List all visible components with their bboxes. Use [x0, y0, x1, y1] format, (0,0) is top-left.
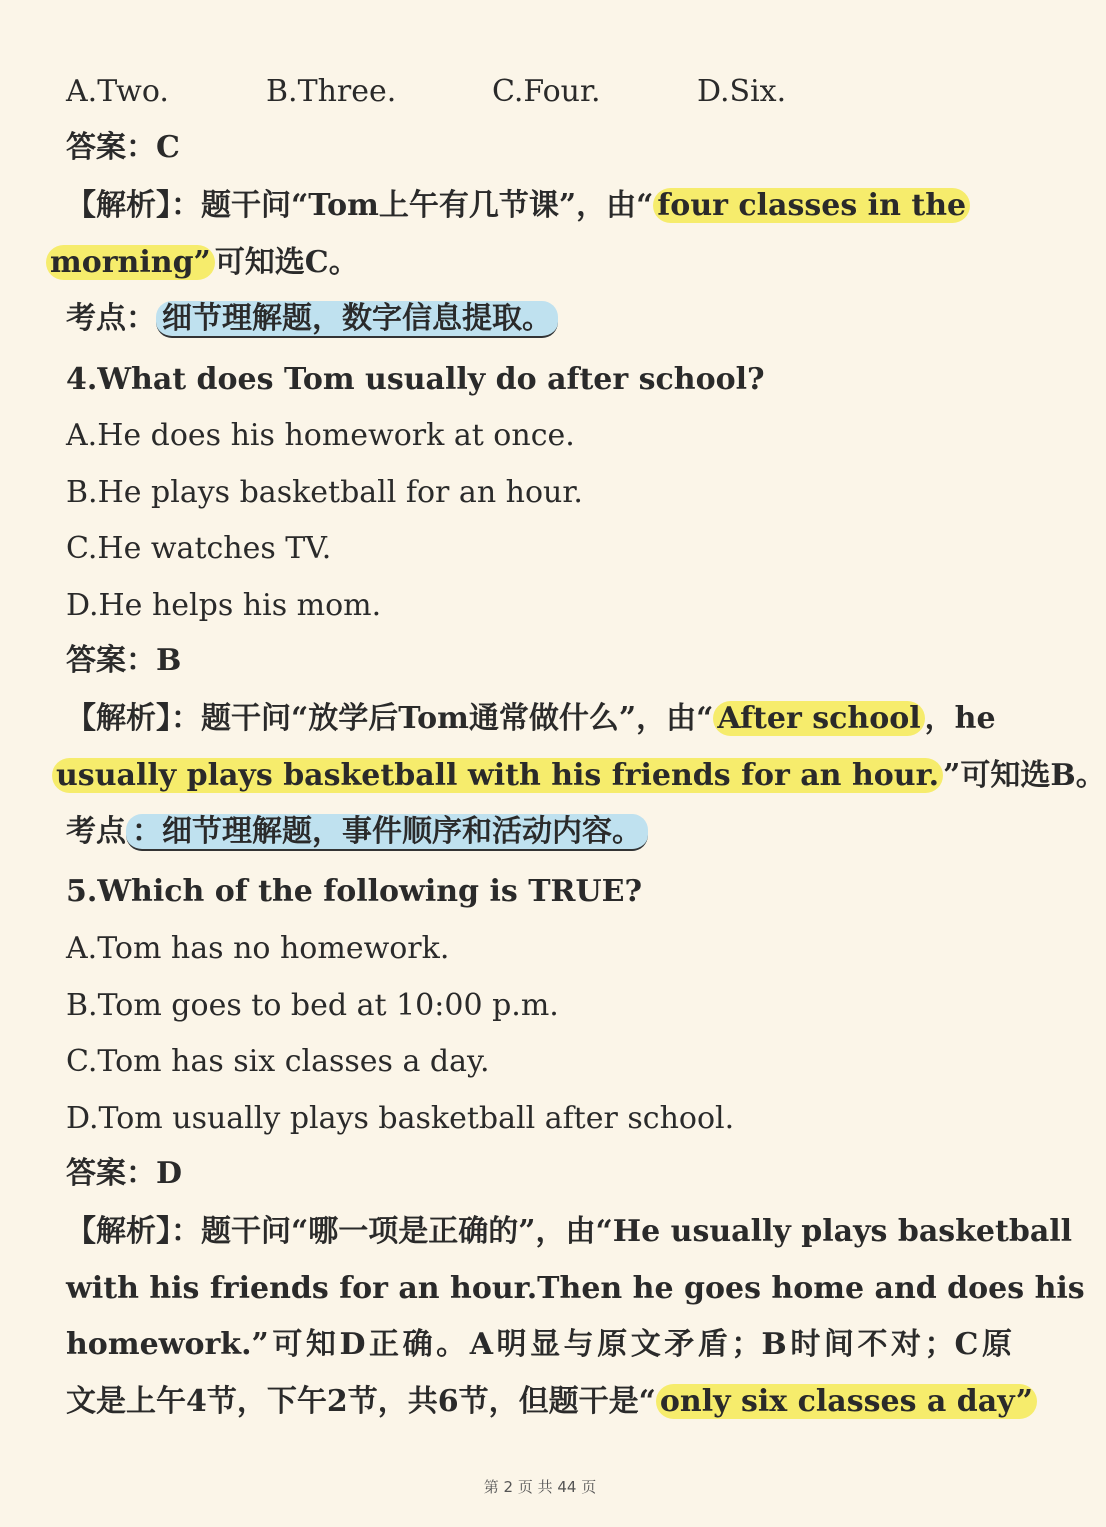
q4-answer: 答案：B [66, 643, 182, 678]
highlight-blue: 细节理解题，数字信息提取。 [156, 301, 558, 338]
highlight-yellow: four classes in the [653, 188, 970, 223]
q3-option-b: B.Three. [266, 74, 397, 109]
q3-analysis-line2 [46, 243, 359, 283]
q4-option-c: C.He watches TV. [66, 531, 332, 566]
q4-question: 4.What does Tom usually do after school? [66, 362, 765, 397]
q5-question: 5.Which of the following is TRUE? [66, 874, 643, 909]
q5-answer: 答案：D [66, 1156, 183, 1191]
q5-analysis-line2: with his friends for an hour.Then he goes home and does his [66, 1271, 1085, 1306]
q5-option-b: B.Tom goes to bed at 10:00 p.m. [66, 988, 559, 1023]
q4-option-a: A.He does his homework at once. [66, 418, 575, 453]
q5-option-c: C.Tom has six classes a day. [66, 1044, 490, 1079]
analysis-text: ：题干问“放学后Tom通常做什么”，由“ [171, 701, 714, 736]
highlight-blue: ：细节理解题，事件顺序和活动内容。 [126, 814, 648, 851]
q4-analysis-line1 [66, 699, 996, 739]
q3-analysis-line1 [66, 186, 970, 226]
analysis-text: 可知选C。 [214, 245, 359, 280]
q4-option-d: D.He helps his mom. [66, 588, 382, 623]
q3-option-d: D.Six. [697, 74, 787, 109]
q5-option-a: A.Tom has no homework. [66, 931, 450, 966]
highlight-yellow: morning” [46, 245, 215, 280]
q5-analysis-line4 [66, 1382, 1037, 1422]
point-label: 考点： [66, 301, 156, 336]
q4-analysis-line2 [52, 756, 1106, 796]
point-label: 考点 [66, 814, 126, 849]
q4-test-point [66, 812, 648, 852]
q4-option-b: B.He plays basketball for an hour. [66, 475, 583, 510]
q5-analysis-line3: homework.”可知D正确。A明显与原文矛盾；B时间不对；C原 [66, 1327, 1012, 1362]
q3-option-a: A.Two. [66, 74, 169, 109]
highlight-yellow: usually plays basketball with his friends for an hour. [52, 758, 943, 793]
analysis-text: ”可知选B。 [943, 758, 1106, 793]
q3-option-c: C.Four. [492, 74, 601, 109]
analysis-text: ：题干问“哪一项是正确的”，由“He usually plays basketball [171, 1214, 1073, 1249]
page-footer: 第 2 页 共 44 页 [483, 1478, 597, 1496]
q3-test-point [66, 299, 558, 339]
analysis-text: ，he [924, 701, 996, 736]
q5-analysis-line1 [66, 1212, 1073, 1252]
analysis-heading: 【解析】 [66, 1214, 171, 1249]
highlight-yellow: only six classes a day” [656, 1384, 1037, 1419]
analysis-heading: 【解析】 [66, 188, 171, 223]
q5-option-d: D.Tom usually plays basketball after school. [66, 1101, 735, 1136]
analysis-text: ：题干问“Tom上午有几节课”，由“ [171, 188, 654, 223]
analysis-text: 文是上午4节，下午2节，共6节，但题干是“ [66, 1384, 656, 1419]
highlight-yellow: After school [713, 701, 924, 736]
analysis-heading: 【解析】 [66, 701, 171, 736]
q3-answer: 答案：C [66, 130, 180, 165]
